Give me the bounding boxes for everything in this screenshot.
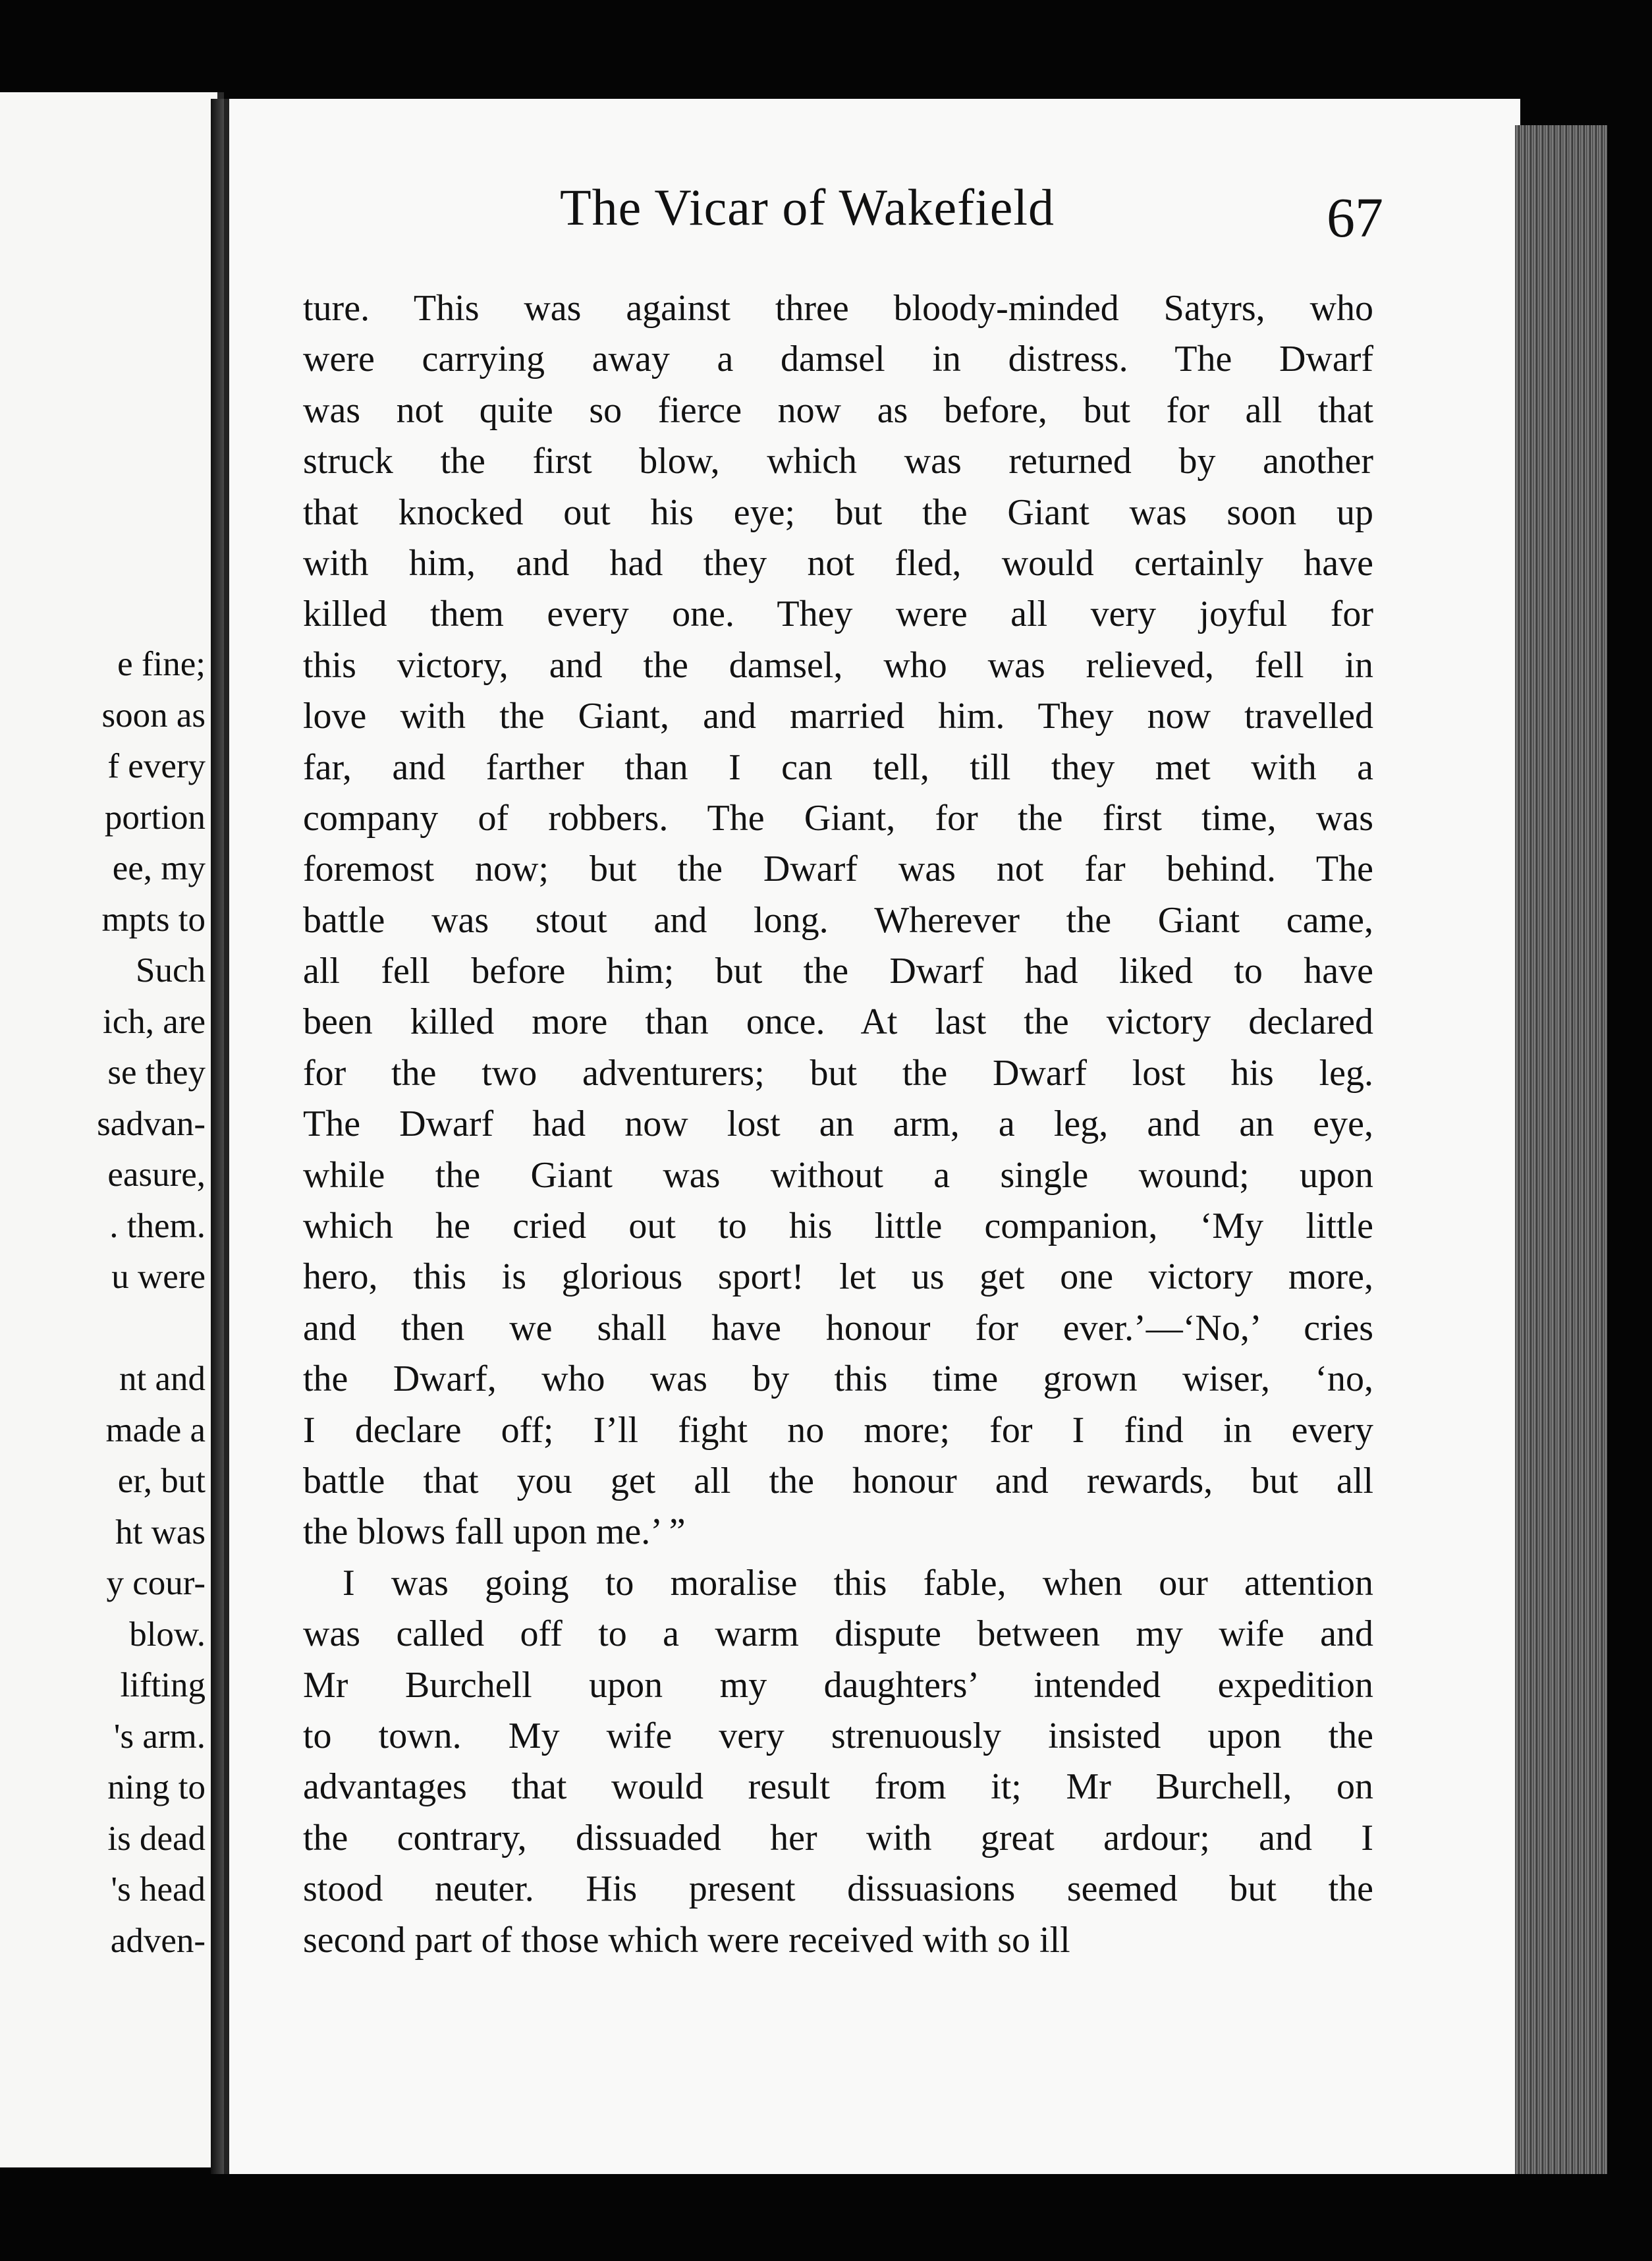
left-page-fragment: [97, 1303, 206, 1354]
text-line: that knocked out his eye; but the Giant was soon up: [303, 491, 1373, 533]
left-page-fragment: e fine;: [117, 645, 206, 683]
text-line: love with the Giant, and married him. They now travelled: [303, 696, 1373, 737]
left-page-fragment: 's arm.: [113, 1717, 206, 1756]
text-line: advantages that would result from it; Mr Burchell, on: [303, 1766, 1373, 1808]
left-page-fragment: ht was: [115, 1513, 206, 1551]
left-page-fragment: 's head: [111, 1870, 206, 1909]
text-line: hero, this is glorious sport! let us get one victory more,: [303, 1256, 1373, 1298]
left-page-fragment: Such: [136, 951, 206, 990]
left-page-fragment: sadvan-: [97, 1104, 206, 1143]
text-line: and then we shall have honour for ever.’—‘No,’ cries: [303, 1307, 1373, 1349]
left-page-fragment: ning to: [107, 1768, 206, 1806]
text-line: Mr Burchell upon my daughters’ intended expedition: [303, 1664, 1373, 1706]
text-line: I declare off; I’ll fight no more; for I find in every: [303, 1409, 1373, 1451]
left-page-fragment: is dead: [107, 1819, 206, 1858]
text-line: for the two adventurers; but the Dwarf lost his leg.: [303, 1052, 1373, 1094]
text-line: with him, and had they not fled, would certainly have: [303, 542, 1373, 584]
left-page-text-fragments: [97, 639, 206, 1967]
left-page-fragment: se they: [107, 1053, 206, 1092]
text-line: killed them every one. They were all very joyful for: [303, 594, 1373, 635]
left-page-fragment: lifting: [120, 1666, 206, 1704]
text-line: second part of those which were received with so ill: [303, 1919, 1070, 1961]
text-line: the Dwarf, who was by this time grown wiser, ‘no,: [303, 1358, 1373, 1400]
text-line: this victory, and the damsel, who was relieved, fell in: [303, 644, 1373, 686]
left-page-fragment: ee, my: [112, 849, 206, 887]
text-line: the blows fall upon me.’ ”: [303, 1511, 686, 1553]
left-page: [0, 92, 224, 2167]
left-page-fragment: nt and: [119, 1360, 206, 1398]
text-line: ture. This was against three bloody-minded Satyrs, who: [303, 288, 1373, 329]
page-edges: [1515, 125, 1607, 2174]
text-line: battle that you get all the honour and rewards, but all: [303, 1460, 1373, 1501]
running-head: [560, 178, 1383, 250]
text-line: foremost now; but the Dwarf was not far behind. The: [303, 849, 1373, 890]
left-page-fragment: u were: [111, 1258, 206, 1296]
text-line: were carrying away a damsel in distress. The Dwarf: [303, 339, 1373, 380]
text-line: The Dwarf had now lost an arm, a leg, and an eye,: [303, 1103, 1373, 1145]
text-line: which he cried out to his little companion, ‘My little: [303, 1206, 1373, 1247]
text-line: company of robbers. The Giant, for the first time, was: [303, 797, 1373, 839]
left-page-fragment: easure,: [107, 1156, 206, 1194]
text-line: to town. My wife very strenuously insisted upon the: [303, 1715, 1373, 1756]
left-page-fragment: . them.: [109, 1206, 206, 1245]
page-number: 67: [1327, 186, 1383, 249]
left-page-fragment: soon as: [101, 696, 206, 735]
left-page-fragment: er, but: [117, 1462, 206, 1500]
text-line: I was going to moralise this fable, when our attention: [343, 1562, 1373, 1604]
left-page-fragment: y cour-: [106, 1564, 206, 1602]
text-line: stood neuter. His present dissuasions seemed but the: [303, 1868, 1373, 1910]
text-line: the contrary, dissuaded her with great ardour; and I: [303, 1817, 1373, 1858]
text-line: struck the first blow, which was returned by another: [303, 441, 1373, 482]
left-page-fragment: blow.: [129, 1615, 206, 1654]
left-page-fragment: made a: [105, 1410, 206, 1449]
text-line: was called off to a warm dispute between my wife and: [303, 1613, 1373, 1655]
text-line: all fell before him; but the Dwarf had liked to have: [303, 951, 1373, 992]
left-page-fragment: mpts to: [101, 900, 206, 939]
body-text: [303, 283, 1373, 1966]
text-line: while the Giant was without a single wound; upon: [303, 1154, 1373, 1196]
text-line: was not quite so fierce now as before, but for all that: [303, 389, 1373, 431]
left-page-fragment: ich, are: [103, 1002, 206, 1041]
left-page-fragment: adven-: [110, 1921, 206, 1960]
text-line: battle was stout and long. Wherever the Giant came,: [303, 899, 1373, 941]
running-title: The Vicar of Wakefield: [560, 179, 1055, 236]
text-line: far, and farther than I can tell, till they met with a: [303, 746, 1373, 788]
text-line: been killed more than once. At last the victory declared: [303, 1001, 1373, 1043]
left-page-fragment: portion: [104, 798, 206, 837]
left-page-fragment: f every: [107, 747, 206, 785]
